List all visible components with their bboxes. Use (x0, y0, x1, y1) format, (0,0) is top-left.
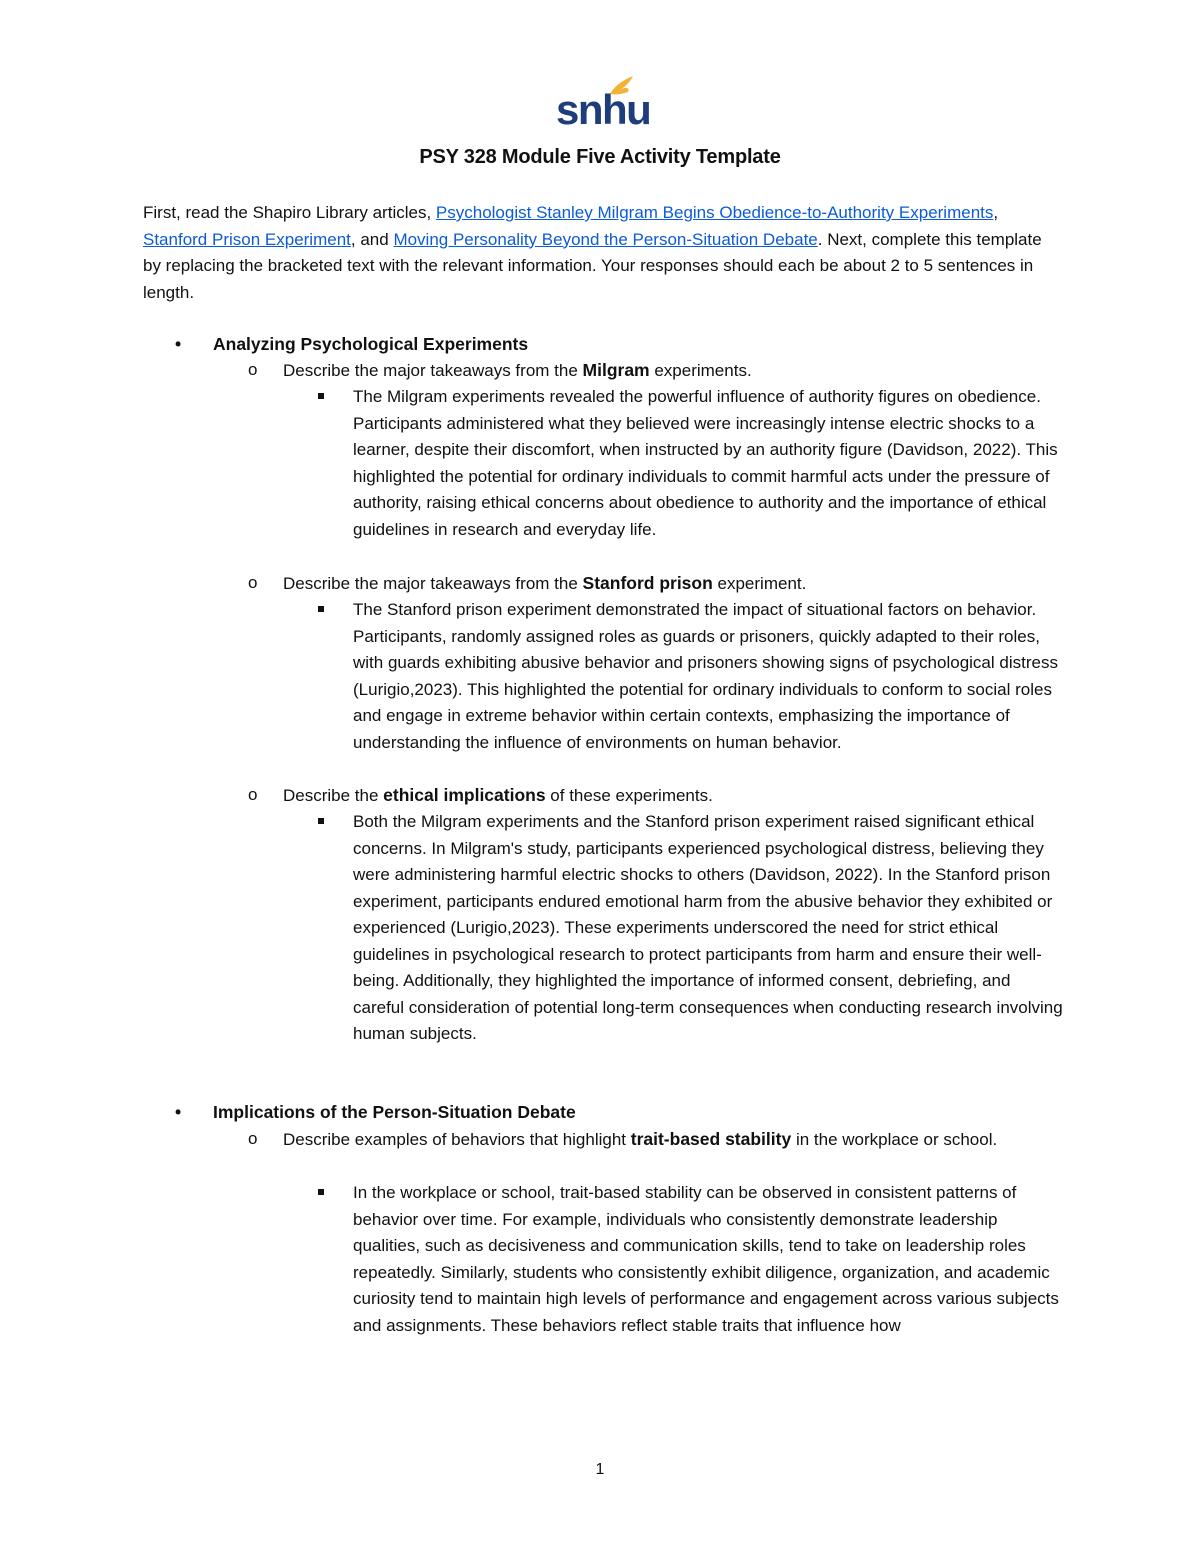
intro-lead: First, read the Shapiro Library articles, (143, 203, 436, 222)
square-bullet-icon (318, 393, 324, 399)
square-bullet-icon (318, 1189, 324, 1195)
link-person-situation-article[interactable]: Moving Personality Beyond the Person-Situation Debate (393, 229, 818, 249)
page-number: 1 (595, 1461, 605, 1478)
answer-text: The Milgram experiments revealed the powerful influence of authority figures on obedience. Participants administered what they believed were increasingly intense electric shocks to a learner, despite their discomfort, when instructed by an authority figure (Davidson, 2022). This highlighted the potential for ordinary individuals to commit harmful acts under the pressure of authority, raising ethical concerns about obedience to authority and the importance of ethical guidelines in research and everyday life. (353, 387, 1058, 539)
square-bullet-icon (318, 606, 324, 612)
sub-bullet-icon: o (248, 1129, 258, 1148)
answer-text: In the workplace or school, trait-based stability can be observed in consistent patterns of behavior over time. For example, individuals who consistently demonstrate leadership qualities, such as decisiveness and communication skills, tend to take on leadership roles repeatedly. Similarly, students who consistently exhibit diligence, organization, and academic curiosity tend to maintain high levels of performance and engagement across various subjects and assignments. These behaviors reflect stable traits that influence how (353, 1183, 1059, 1335)
link-milgram-article[interactable]: Psychologist Stanley Milgram Begins Obedience-to-Authority Experiments (435, 203, 994, 222)
sub-bullet-icon: o (248, 785, 258, 804)
question-text: Describe the ethical implications of these experiments. (283, 785, 713, 805)
intro-sep: , (993, 203, 999, 222)
intro-end: . Next, complete this template by replacing the bracketed text with the relevant information. Your responses should each be about 2 to 5 sentences in length. (143, 229, 1042, 302)
intro-sep: , and (350, 229, 394, 249)
snhu-logo (556, 74, 651, 134)
link-stanford-article[interactable]: Stanford Prison Experiment (143, 229, 351, 249)
bullet-icon: • (175, 1102, 182, 1122)
question-text: Describe the major takeaways from the Milgram experiments. (283, 360, 752, 380)
square-bullet-icon (318, 818, 324, 824)
sub-bullet-icon: o (248, 573, 258, 592)
section-heading: Analyzing Psychological Experiments (213, 334, 529, 354)
question-text: Describe examples of behaviors that highlight trait-based stability in the workplace or school. (283, 1129, 998, 1149)
intro-paragraph (143, 200, 1063, 306)
sub-bullet-icon: o (248, 360, 258, 379)
section-heading: Implications of the Person-Situation Debate (213, 1102, 576, 1122)
answer-text: The Stanford prison experiment demonstrated the impact of situational factors on behavior. Participants, randomly assigned roles as guards or prisoners, quickly adapted to their roles, with guards exhibiting abusive behavior and prisoners showing signs of psychological distress (Lurigio,2023). This highlighted the potential for ordinary individuals to conform to social roles and engage in extreme behavior within certain contexts, emphasizing the importance of understanding the influence of environments on human behavior. (353, 600, 1058, 752)
answer-text: Both the Milgram experiments and the Stanford prison experiment raised significant ethical concerns. In Milgram's study, participants experienced psychological distress, believing they were administering harmful electric shocks to others (Davidson, 2022). In the Stanford prison experiment, participants endured emotional harm from the abusive behavior they exhibited or experienced (Lurigio,2023). These experiments underscored the need for strict ethical guidelines in psychological research to protect participants from harm and ensure their well-being. Additionally, they highlighted the importance of informed consent, debriefing, and careful consideration of potential long-term consequences when conducting research involving human subjects. (353, 812, 1063, 1043)
bullet-icon: • (175, 334, 182, 354)
question-text: Describe the major takeaways from the Stanford prison experiment. (283, 573, 807, 593)
logo-wordmark: snhu (556, 86, 651, 133)
page-title: PSY 328 Module Five Activity Template (419, 146, 781, 168)
